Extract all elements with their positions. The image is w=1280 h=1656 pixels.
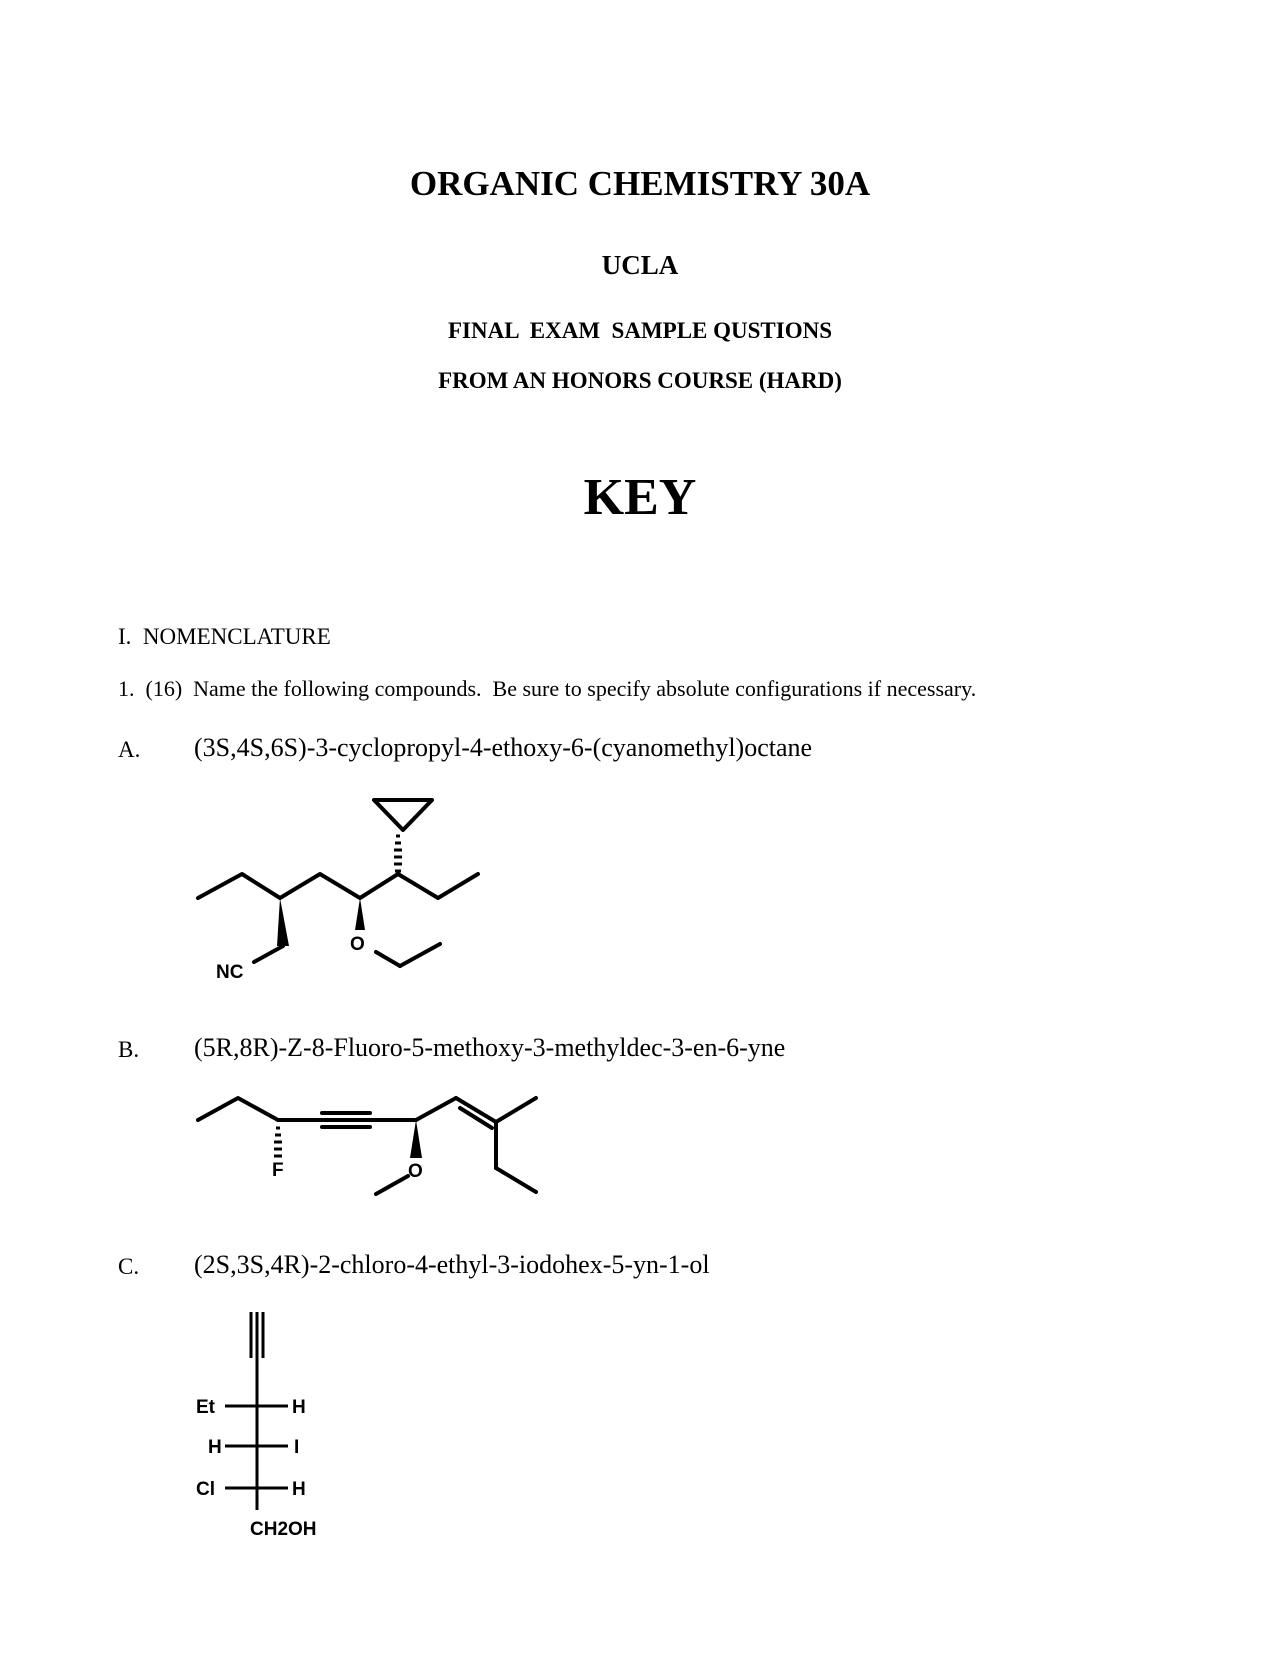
fischer-row1-right: H xyxy=(292,1397,306,1418)
answer-label-a: A. xyxy=(118,737,141,762)
page-title: ORGANIC CHEMISTRY 30A xyxy=(409,164,871,203)
key-heading: KEY xyxy=(583,469,697,526)
answer-label-b: B. xyxy=(118,1037,140,1062)
atom-nitrile: NC xyxy=(216,962,244,983)
answer-name-b: (5R,8R)-Z-8-Fluoro-5-methoxy-3-methyldec-3-en-6-yne xyxy=(194,1033,786,1062)
fischer-row3-right: H xyxy=(292,1479,306,1500)
fischer-bottom-group: CH2OH xyxy=(250,1519,317,1540)
atom-oxygen-b: O xyxy=(408,1161,423,1182)
answer-label-c: C. xyxy=(118,1254,140,1279)
fischer-row2-right: I xyxy=(294,1437,300,1458)
atom-fluorine: F xyxy=(272,1160,284,1181)
answer-name-c: (2S,3S,4R)-2-chloro-4-ethyl-3-iodohex-5-yn-1-ol xyxy=(194,1250,710,1279)
subtitle-line-2: FROM AN HONORS COURSE (HARD) xyxy=(438,368,842,393)
section-heading: I. NOMENCLATURE xyxy=(118,624,331,649)
atom-oxygen-a: O xyxy=(350,934,365,955)
question-text: 1. (16) Name the following compounds. Be sure to specify absolute configurations if necessary. xyxy=(118,676,977,701)
subtitle-line-1: FINAL EXAM SAMPLE QUSTIONS xyxy=(447,318,833,343)
fischer-row1-left: Et xyxy=(196,1397,215,1418)
fischer-row2-left: H xyxy=(208,1437,222,1458)
answer-name-a: (3S,4S,6S)-3-cyclopropyl-4-ethoxy-6-(cyanomethyl)octane xyxy=(194,733,813,762)
school-name: UCLA xyxy=(601,250,679,280)
fischer-row3-left: Cl xyxy=(196,1479,215,1500)
